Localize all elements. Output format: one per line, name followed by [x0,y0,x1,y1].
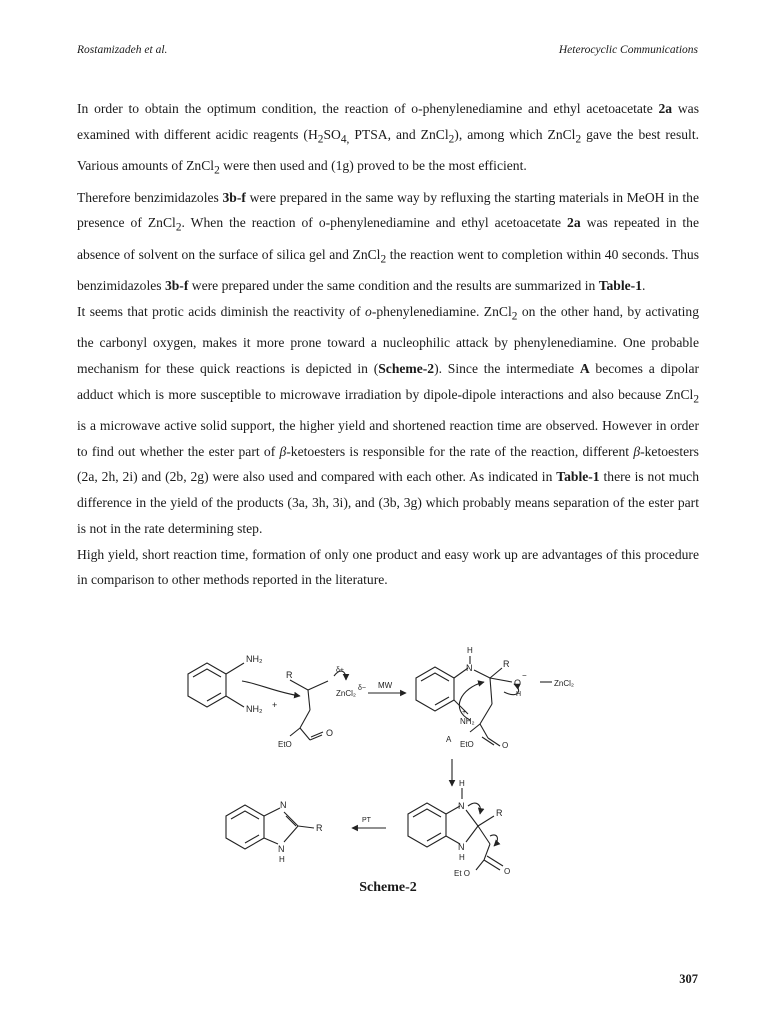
paragraph-mechanism: It seems that protic acids diminish the reactivity of o-phenylenediamine. ZnCl$_2$ on the other hand, by activating the carbonyl oxygen, makes it more prone toward a nucleophilic attack by phenylenediamine. One probable mechanism for these quick reactions is depicted in (Scheme-2). Since the intermediate A becomes a dipolar adduct which is more susceptible to microwave irradiation by dipole-dipole interactions and also because ZnCl$_2$ is a microwave active solid support, the higher yield and shortened reaction time are observed. However in order to find out whether the ester part of β-ketoesters is responsible for the rate of the reaction, different β-ketoesters (2a, 2h, 2i) and (2b, 2g) were also used and compared with each other. As indicated in Table-1 there is not much difference in the yield of the products (3a, 3h, 3i), and (3b, 3g) which probably means separation of the ester part is not in the rate determining step. [77,303,700,536]
label-o-minus: O [514,678,522,688]
body-text [77,96,699,593]
label-nh2-intermediate: NH₂ [460,717,475,726]
label-eto-cyclized: Et O [454,869,471,878]
label-h-oh: H [516,691,522,698]
label-h-cyclized-bottom: H [459,853,465,862]
label-r-intermediate: R [503,659,510,669]
label-h-product: H [279,855,285,864]
paragraph-optimum-condition: In order to obtain the optimum condition, the reaction of o-phenylenediamine and ethyl acetoacetate 2a was examined with different acidic reagents ($H_2SO_{4,}$ PTSA, and ZnCl$_2$), among which ZnCl$_2$ gave the best result. Various amounts of ZnCl$_2$ were then used and (1g) proved to be the most efficient. [77,101,700,177]
label-nh2-bottom: NH₂ [246,704,263,714]
label-o-keto: O [326,728,334,738]
label-o-ester-intermediate: O [502,741,509,750]
label-r-reactant: R [286,670,293,680]
running-header-journal: Heterocyclic Communications [558,44,698,56]
reaction-scheme [150,636,630,886]
label-mw: MW [378,681,393,690]
label-zncl2-intermediate: ZnCl₂ [554,679,574,688]
label-r-cyclized: R [496,808,503,818]
paragraph-advantages: High yield, short reaction time, formation of only one product and easy work up are advantages of this procedure in comparison to other methods reported in the literature. [77,546,699,588]
label-a: A [446,735,452,744]
paragraph-preparation: Therefore benzimidazoles 3b-f were prepared in the same way by refluxing the starting materials in MeOH in the presence of ZnCl$_2$. When the reaction of o-phenylenediamine and ethyl acetoacetate 2a was repeated in the absence of solvent on the surface of silica gel and ZnCl$_2$ the reaction went to completion within 40 seconds. Thus benzimidazoles 3b-f were prepared under the same condition and the results are summarized in Table-1. [77,189,699,294]
scheme-caption: Scheme-2 [359,880,417,895]
label-delta-plus: δ+ [336,667,344,674]
label-plus-intermediate: + [462,709,467,716]
label-plus: + [272,700,278,710]
label-n-intermediate: N [466,663,473,673]
label-n-cyclized-bottom: N [458,842,465,852]
label-n-product-top: N [280,800,287,810]
label-o-ester-cyclized: O [504,867,511,876]
label-nh2-top: NH₂ [246,654,263,664]
label-pt: PT [362,817,371,824]
label-n-product-bottom: N [278,844,285,854]
label-eto-intermediate: EtO [460,740,474,749]
label-h-cyclized: H [459,779,465,788]
label-r-product: R [316,823,323,833]
label-zncl2-reactant: ZnCl₂ [336,689,356,698]
running-header-authors: Rostamizadeh et al. [77,44,168,56]
label-o-minus-charge: − [522,671,527,680]
label-n-cyclized-top: N [458,801,465,811]
page-number: 307 [679,972,698,986]
label-h-intermediate: H [467,646,473,655]
reaction-scheme-drawing [150,636,630,886]
label-eto-reactant: EtO [278,740,292,749]
label-delta-minus: δ− [358,685,366,692]
